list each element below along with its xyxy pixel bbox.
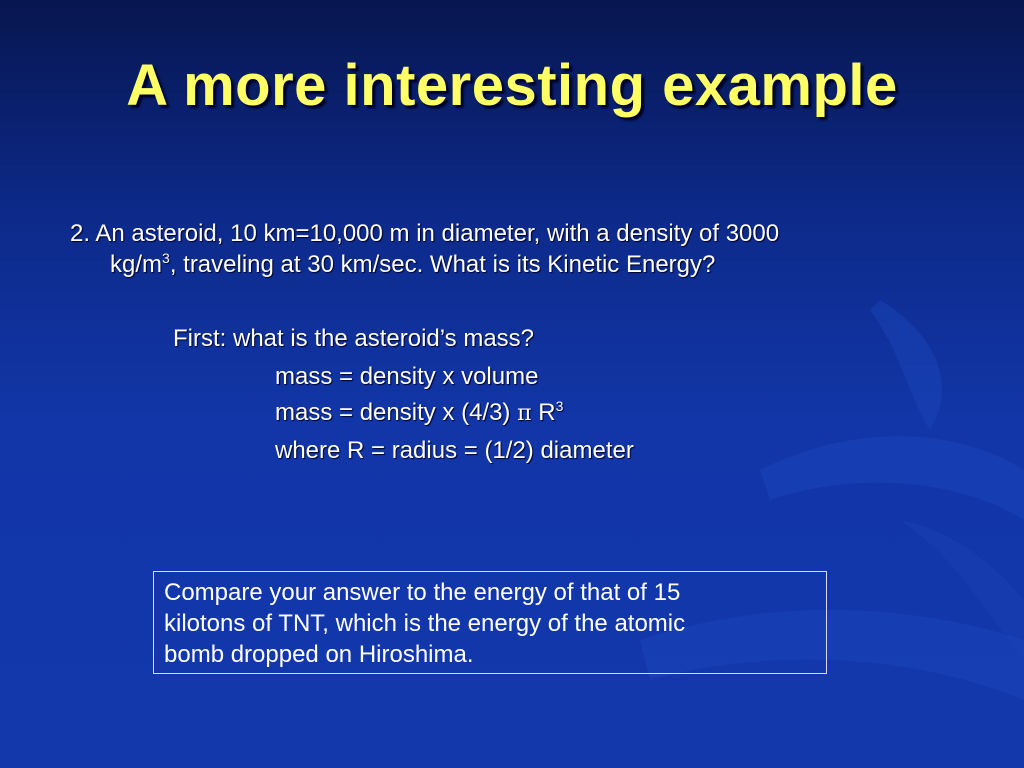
compare-line-2: kilotons of TNT, which is the energy of the atomic [164,610,686,637]
mass-equation-1: mass = density x volume [275,363,539,390]
compare-line-1: Compare your answer to the energy of that of 15 [164,579,681,606]
density-unit: kg/m [110,251,163,278]
first-step-text: First: what is the asteroid’s mass? [173,325,535,352]
compare-line-3: bomb dropped on Hiroshima. [164,641,474,668]
question-line-2-rest: , traveling at 30 km/sec. What is its Kinetic Energy? [169,251,716,278]
radius-variable: R [531,399,556,426]
question-line-2 [110,249,715,280]
density-unit-exponent: 3 [162,250,170,266]
pi-symbol: π [517,401,532,426]
slide-title: A more interesting example [126,53,898,118]
radius-exponent: 3 [555,398,564,414]
compare-text-box [153,571,827,674]
mass-equation-2-prefix: mass = density x (4/3) [275,399,518,426]
mass-equation-2 [275,397,563,429]
radius-definition: where R = radius = (1/2) diameter [275,437,634,464]
question-line-1: 2. An asteroid, 10 km=10,000 m in diameter, with a density of 3000 [70,220,780,247]
